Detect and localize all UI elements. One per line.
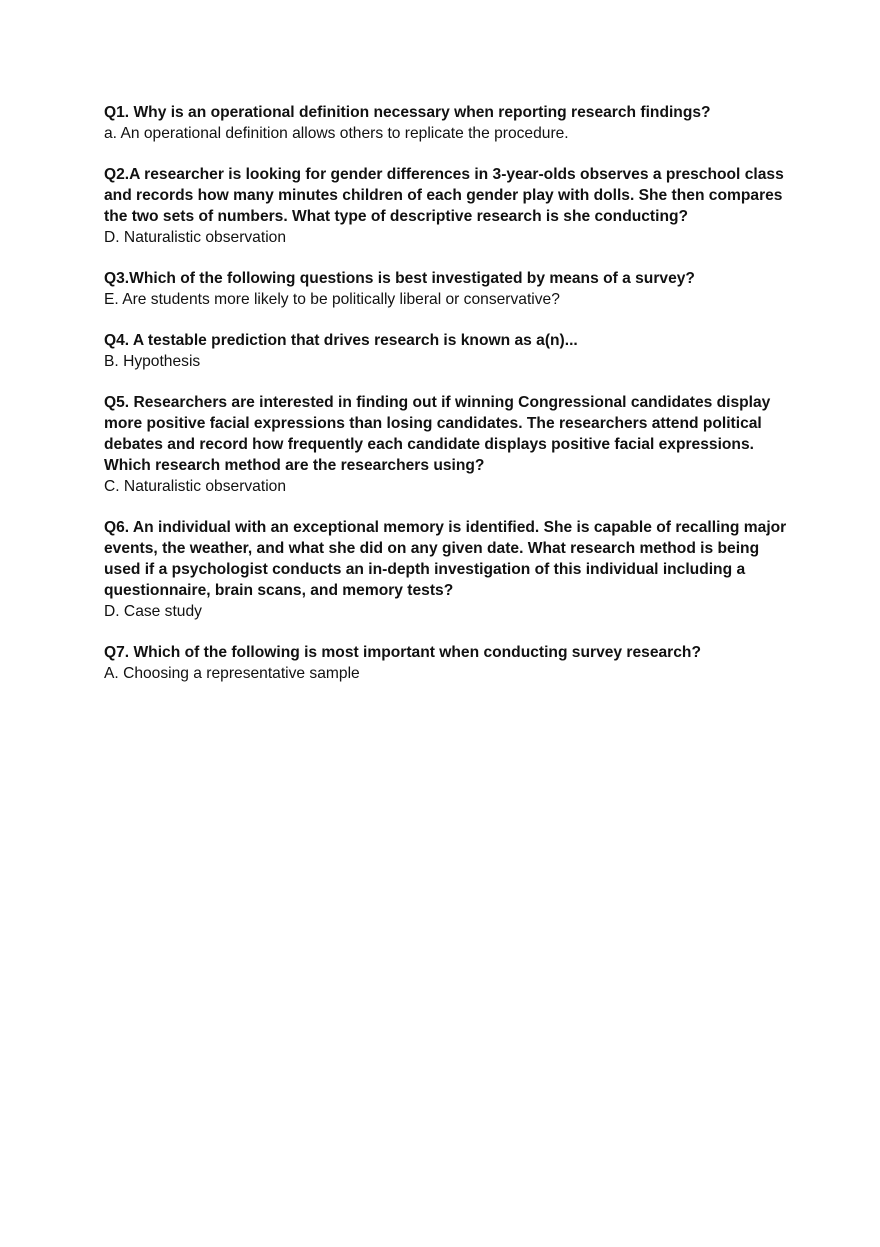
question-text: Q3.Which of the following questions is best investigated by means of a survey?: [104, 270, 695, 287]
answer-text: D. Case study: [104, 603, 202, 620]
answer-text: D. Naturalistic observation: [104, 229, 287, 246]
answer-text: C. Naturalistic observation: [104, 478, 287, 495]
answer-text: E. Are students more likely to be politically liberal or conservative?: [104, 291, 560, 308]
question-block-4: [104, 330, 794, 372]
question-block-2: [104, 164, 794, 248]
answer-text: a. An operational definition allows others to replicate the procedure.: [104, 125, 569, 142]
document-page: [104, 102, 794, 704]
answer-text: B. Hypothesis: [104, 353, 201, 370]
question-text: Q4. A testable prediction that drives research is known as a(n)...: [104, 332, 578, 349]
question-text: Q2.A researcher is looking for gender differences in 3-year-olds observes a preschool class and records how many minutes children of each gender play with dolls. She then compares the two sets of numbers. What type of descriptive research is she conducting?: [104, 166, 784, 225]
question-text: Q1. Why is an operational definition necessary when reporting research findings?: [104, 104, 711, 121]
answer-text: A. Choosing a representative sample: [104, 665, 360, 682]
question-block-3: [104, 268, 794, 310]
question-block-7: [104, 642, 794, 684]
question-block-5: [104, 392, 794, 497]
question-block-1: [104, 102, 794, 144]
question-text: Q7. Which of the following is most important when conducting survey research?: [104, 644, 701, 661]
question-block-6: [104, 517, 794, 622]
question-text: Q6. An individual with an exceptional memory is identified. She is capable of recalling major events, the weather, and what she did on any given date. What research method is being used if a psychologist conducts an in-depth investigation of this individual including a questionnaire, brain scans, and memory tests?: [104, 519, 787, 599]
question-text: Q5. Researchers are interested in finding out if winning Congressional candidates display more positive facial expressions than losing candidates. The researchers attend political debates and record how frequently each candidate displays positive facial expressions. Which research method are the researchers using?: [104, 394, 771, 474]
